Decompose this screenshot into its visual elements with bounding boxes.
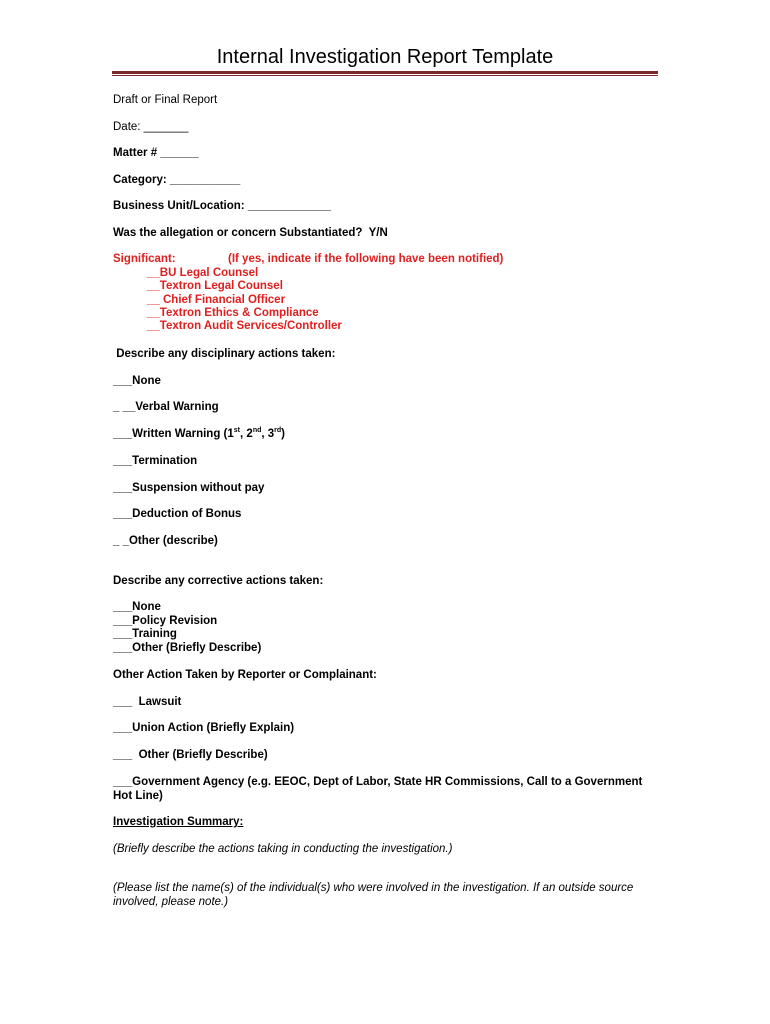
draft-final-label: Draft or Final Report <box>113 94 218 106</box>
business-unit-field: Business Unit/Location: _____________ <box>113 200 331 212</box>
disciplinary-verbal: _ __Verbal Warning <box>113 401 219 413</box>
disciplinary-suspension: ___Suspension without pay <box>113 482 265 494</box>
summary-note-individuals: (Please list the name(s) of the individual(s) who were involved in the investigation. If an outside source involved, please note.) <box>113 882 634 908</box>
notify-item: __BU Legal Counsel <box>147 267 259 279</box>
disciplinary-termination: ___Termination <box>113 455 198 467</box>
disciplinary-other: _ _Other (describe) <box>113 535 218 547</box>
corrective-heading: Describe any corrective actions taken: <box>113 575 324 587</box>
other-action-lawsuit: ___ Lawsuit <box>113 696 182 708</box>
substantiated-question: Was the allegation or concern Substantiated? Y/N <box>113 227 388 239</box>
other-action-union: ___Union Action (Briefly Explain) <box>113 722 295 734</box>
title-rule-thin <box>112 75 658 76</box>
corrective-item: ___Training <box>113 628 177 640</box>
significant-note: (If yes, indicate if the following have been notified) <box>228 253 504 265</box>
notify-item: __Textron Legal Counsel <box>147 280 283 292</box>
summary-note-actions: (Briefly describe the actions taking in conducting the investigation.) <box>113 843 453 855</box>
summary-heading: Investigation Summary: <box>113 816 244 828</box>
other-action-government: ___Government Agency (e.g. EEOC, Dept of Labor, State HR Commissions, Call to a Government Hot Line) <box>113 776 643 802</box>
disciplinary-written: ___Written Warning (1st, 2nd, 3rd) <box>113 427 286 440</box>
corrective-item: ___None <box>113 601 161 613</box>
corrective-item: ___Policy Revision <box>113 615 218 627</box>
notify-item: __ Chief Financial Officer <box>147 294 286 306</box>
disciplinary-deduction: ___Deduction of Bonus <box>113 508 242 520</box>
disciplinary-none: ___None <box>113 375 161 387</box>
disciplinary-heading: Describe any disciplinary actions taken: <box>113 348 336 360</box>
other-action-heading: Other Action Taken by Reporter or Complainant: <box>113 669 377 681</box>
category-field: Category: ___________ <box>113 174 241 186</box>
date-field: Date: _______ <box>113 121 189 133</box>
matter-field: Matter # ______ <box>113 147 199 159</box>
notify-item: __Textron Ethics & Compliance <box>147 307 319 319</box>
notify-item: __Textron Audit Services/Controller <box>147 320 342 332</box>
significant-label: Significant: <box>113 253 176 265</box>
page-title: Internal Investigation Report Template <box>216 46 554 68</box>
other-action-other: ___ Other (Briefly Describe) <box>113 749 268 761</box>
corrective-item: ___Other (Briefly Describe) <box>113 642 262 654</box>
title-rule <box>112 71 658 74</box>
